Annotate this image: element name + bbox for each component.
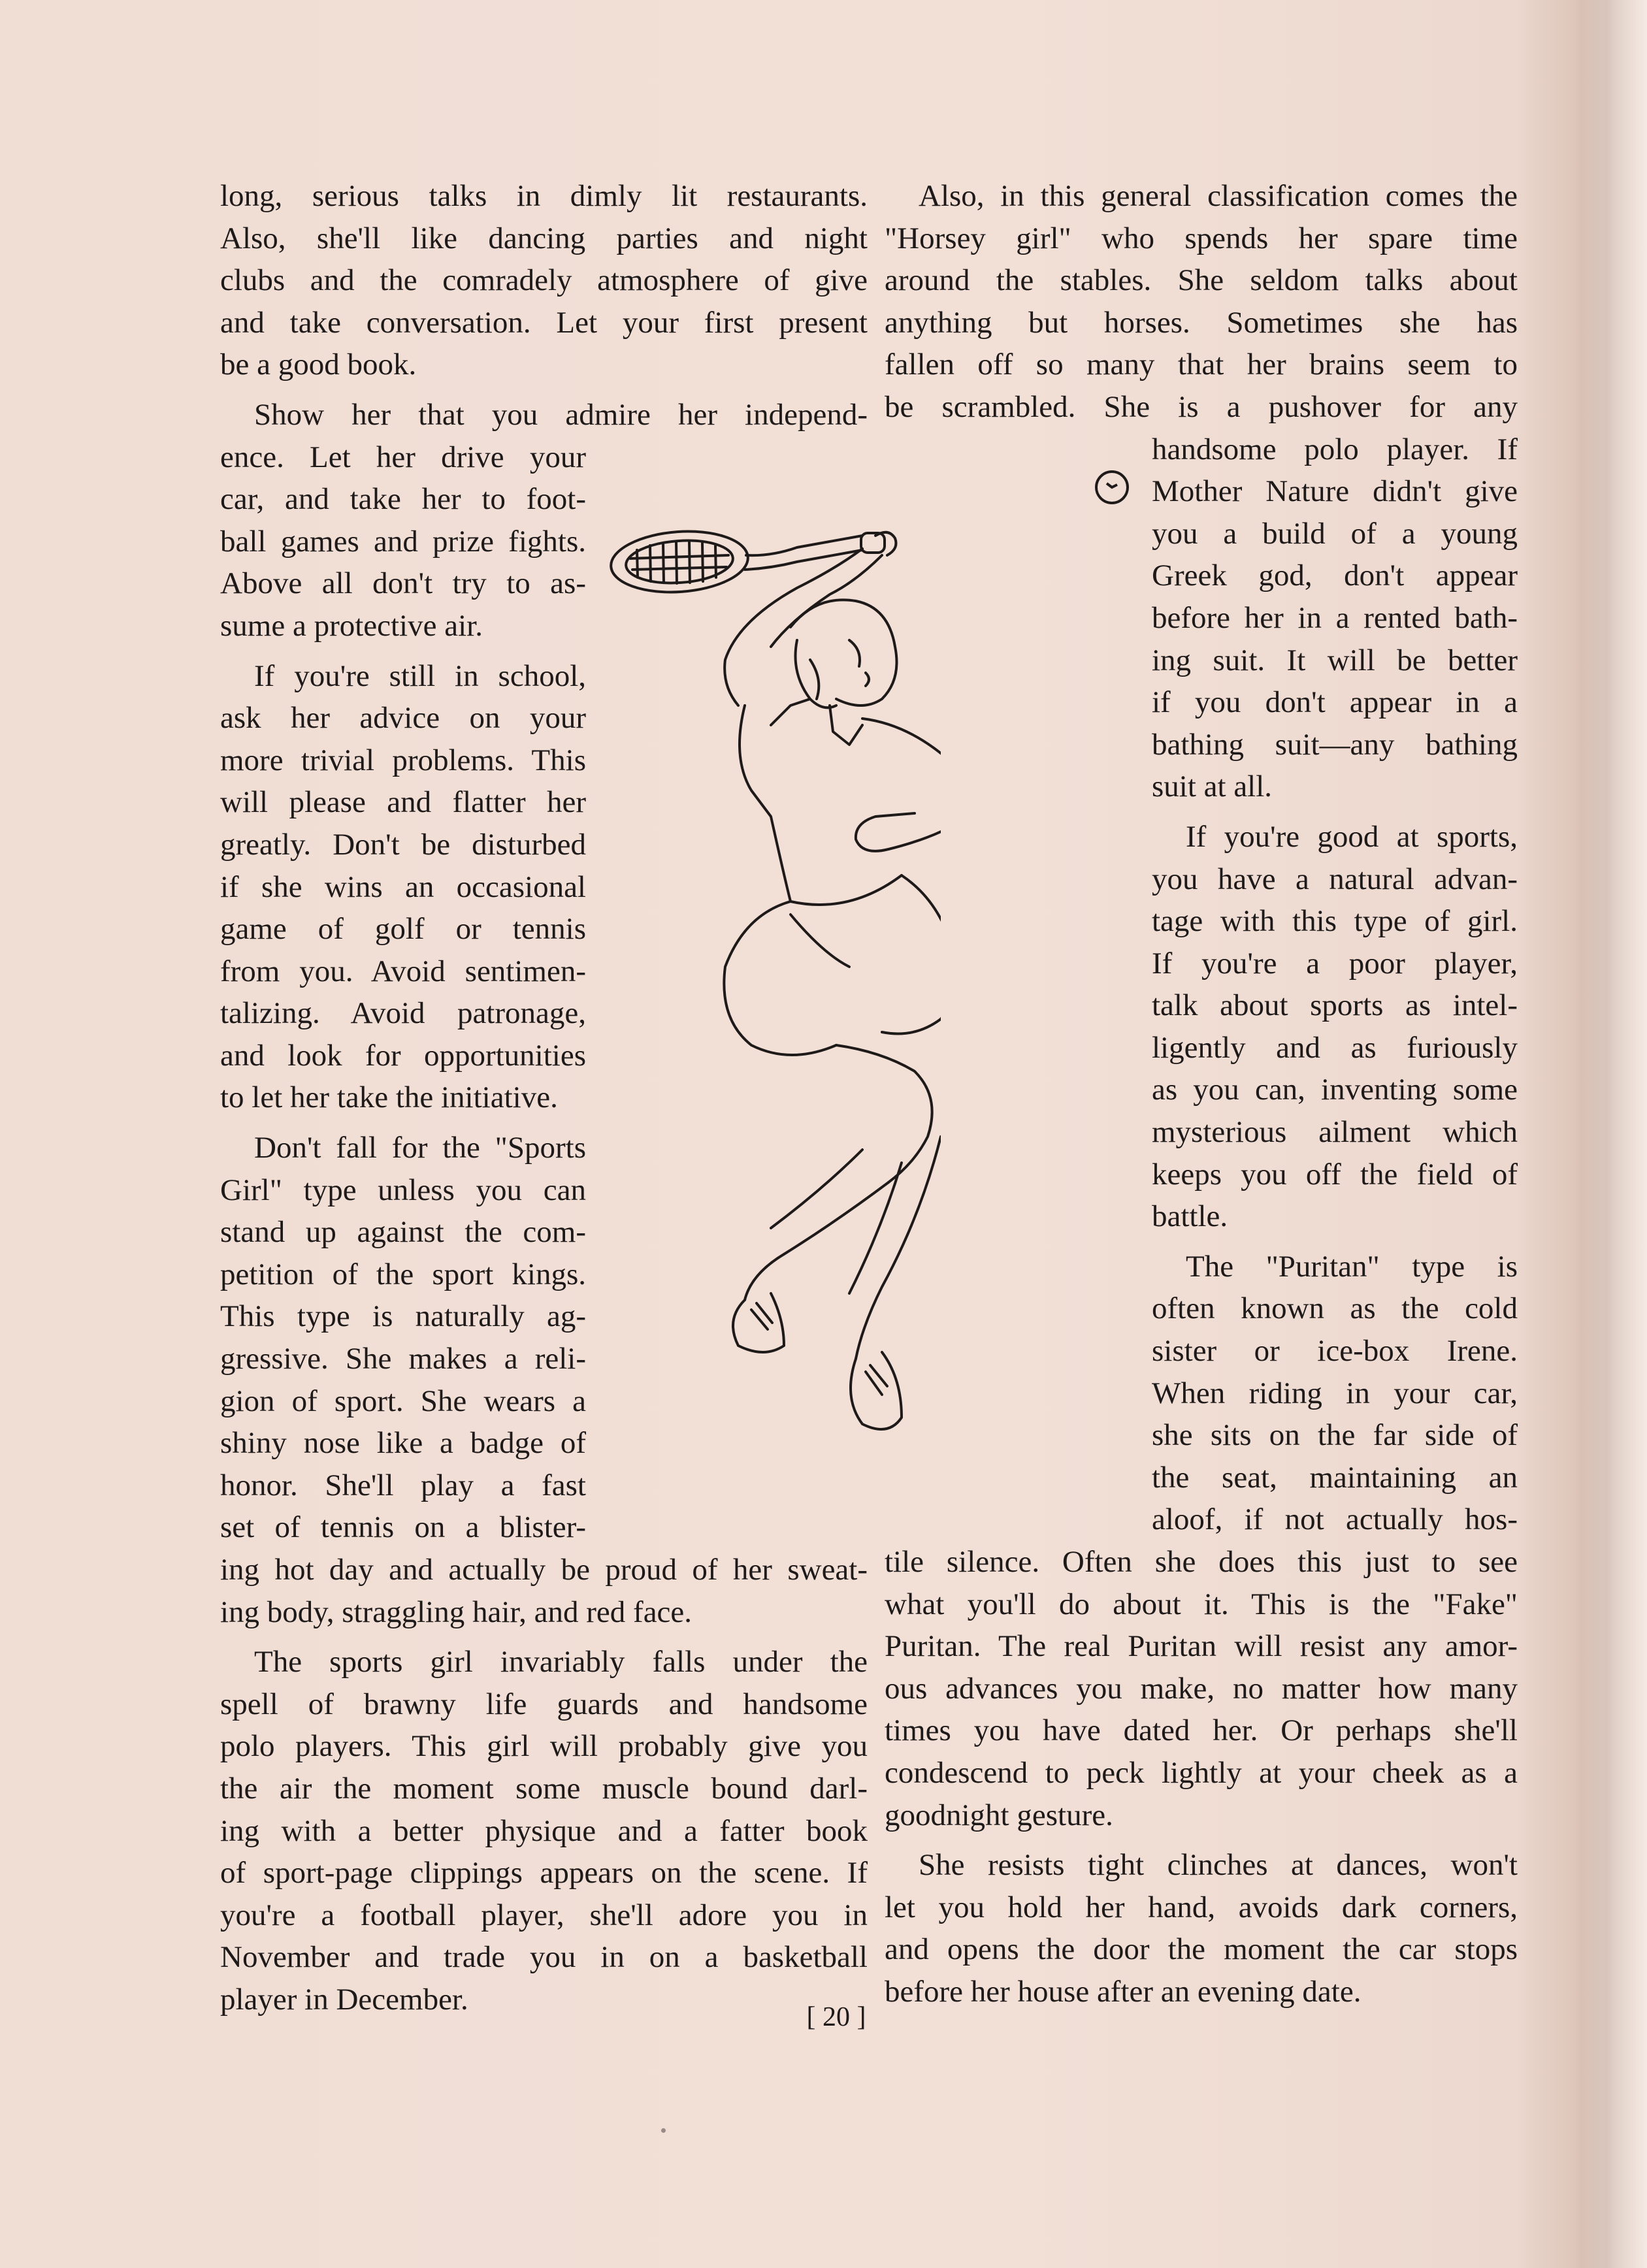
text-line: Greek god, don't appear: [1152, 559, 1518, 593]
text-line: ing hot day and actually be proud of her sweat-: [220, 1553, 868, 1587]
text-line: ball games and prize fights.: [220, 524, 586, 559]
text-line: if she wins an occasional: [220, 869, 586, 904]
text-line: you're a football player, she'll adore you in: [220, 1898, 868, 1932]
text-line: and take conversation. Let your first present: [220, 305, 868, 340]
text-line: suit at all.: [1152, 770, 1273, 804]
text-line: honor. She'll play a fast: [220, 1468, 586, 1502]
text-line: you a build of a young: [1152, 516, 1518, 551]
text-line: She resists tight clinches at dances, won't: [919, 1848, 1518, 1883]
text-line: The sports girl invariably falls under the: [254, 1645, 868, 1679]
text-line: before her house after an evening date.: [885, 1974, 1362, 2009]
text-line: what you'll do about it. This is the "Fake": [885, 1587, 1518, 1621]
text-line: gion of sport. She wears a: [220, 1384, 586, 1418]
text-line: Also, in this general classification comes the: [919, 179, 1518, 213]
text-line: the air the moment some muscle bound darl-: [220, 1771, 868, 1806]
text-line: if you don't appear in a: [1152, 685, 1518, 720]
text-line: clubs and the comradely atmosphere of give: [220, 263, 868, 298]
text-line: let you hold her hand, avoids dark corners,: [885, 1890, 1518, 1924]
text-line: greatly. Don't be disturbed: [220, 827, 586, 862]
text-line: Also, she'll like dancing parties and night: [220, 221, 868, 255]
text-line: sister or ice-box Irene.: [1152, 1334, 1518, 1369]
text-line: and look for opportunities: [220, 1038, 586, 1073]
text-line: When riding in your car,: [1152, 1376, 1518, 1410]
text-line: The "Puritan" type is: [1186, 1249, 1518, 1284]
text-line: around the stables. She seldom talks about: [885, 263, 1518, 298]
text-line: ous advances you make, no matter how many: [885, 1671, 1518, 1706]
text-line: ligently and as furiously: [1152, 1030, 1518, 1065]
text-line: Don't fall for the "Sports: [254, 1131, 586, 1165]
tennis-player-illustration: [575, 510, 941, 1489]
text-line: handsome polo player. If: [1152, 432, 1518, 466]
text-line: car, and take her to foot-: [220, 482, 586, 517]
text-line: before her in a rented bath-: [1152, 600, 1518, 635]
page-number: [ 20 ]: [806, 2002, 866, 2032]
text-line: If you're good at sports,: [1186, 819, 1518, 854]
text-line: will please and flatter her: [220, 785, 586, 820]
text-line: often known as the cold: [1152, 1291, 1518, 1326]
text-line: Above all don't try to as-: [220, 566, 586, 601]
page-edge-shadow: [1575, 0, 1647, 2268]
text-line: If you're a poor player,: [1152, 946, 1518, 980]
text-line: player in December.: [220, 1982, 468, 2017]
text-line: long, serious talks in dimly lit restaurants.: [220, 179, 868, 213]
paper-speck: [661, 2128, 666, 2133]
text-line: to let her take the initiative.: [220, 1080, 558, 1115]
text-line: Show her that you admire her independ-: [254, 397, 868, 432]
text-line: mysterious ailment which: [1152, 1115, 1518, 1150]
text-line: and opens the door the moment the car stops: [885, 1932, 1518, 1967]
text-line: ing suit. It will be better: [1152, 643, 1518, 677]
text-line: ask her advice on your: [220, 701, 586, 736]
text-line: bathing suit—any bathing: [1152, 727, 1518, 762]
text-line: battle.: [1152, 1199, 1228, 1234]
text-line: tile silence. Often she does this just to see: [885, 1545, 1518, 1579]
text-line: as you can, inventing some: [1152, 1073, 1518, 1107]
text-line: aloof, if not actually hos-: [1152, 1502, 1518, 1537]
text-line: November and trade you in on a basketball: [220, 1940, 868, 1975]
text-line: she sits on the far side of: [1152, 1418, 1518, 1453]
text-line: ence. Let her drive your: [220, 440, 586, 474]
text-line: set of tennis on a blister-: [220, 1510, 586, 1545]
text-line: tage with this type of girl.: [1152, 904, 1518, 939]
circle-marker-icon: [1092, 468, 1132, 507]
text-line: game of golf or tennis: [220, 912, 586, 947]
text-line: fallen off so many that her brains seem to: [885, 348, 1518, 382]
text-line: talk about sports as intel-: [1152, 988, 1518, 1023]
text-line: ing with a better physique and a fatter book: [220, 1813, 868, 1848]
text-line: be scrambled. She is a pushover for any: [885, 389, 1518, 424]
text-line: more trivial problems. This: [220, 743, 586, 777]
text-line: spell of brawny life guards and handsome: [220, 1687, 868, 1721]
text-line: from you. Avoid sentimen-: [220, 954, 586, 988]
text-line: of sport-page clippings appears on the scene. If: [220, 1856, 868, 1890]
text-line: keeps you off the field of: [1152, 1157, 1518, 1191]
text-line: anything but horses. Sometimes she has: [885, 305, 1518, 340]
text-line: talizing. Avoid patronage,: [220, 996, 586, 1031]
text-line: polo players. This girl will probably give you: [220, 1729, 868, 1764]
text-line: the seat, maintaining an: [1152, 1460, 1518, 1495]
text-line: goodnight gesture.: [885, 1798, 1113, 1832]
text-line: Mother Nature didn't give: [1152, 474, 1518, 509]
text-line: ing body, straggling hair, and red face.: [220, 1595, 693, 1629]
text-line: condescend to peck lightly at your cheek as a: [885, 1755, 1518, 1790]
text-line: "Horsey girl" who spends her spare time: [885, 221, 1518, 255]
text-line: times you have dated her. Or perhaps she'll: [885, 1713, 1518, 1748]
text-line: petition of the sport kings.: [220, 1257, 586, 1291]
text-line: stand up against the com-: [220, 1215, 586, 1250]
text-line: sume a protective air.: [220, 608, 483, 643]
text-line: Puritan. The real Puritan will resist any amor-: [885, 1629, 1518, 1664]
text-line: you have a natural advan-: [1152, 862, 1518, 896]
text-line: If you're still in school,: [254, 658, 586, 693]
text-line: gressive. She makes a reli-: [220, 1342, 586, 1376]
text-line: be a good book.: [220, 348, 417, 382]
text-line: This type is naturally ag-: [220, 1299, 586, 1334]
right-column: [885, 175, 1518, 2013]
text-line: Girl" type unless you can: [220, 1173, 586, 1207]
text-line: shiny nose like a badge of: [220, 1426, 586, 1461]
